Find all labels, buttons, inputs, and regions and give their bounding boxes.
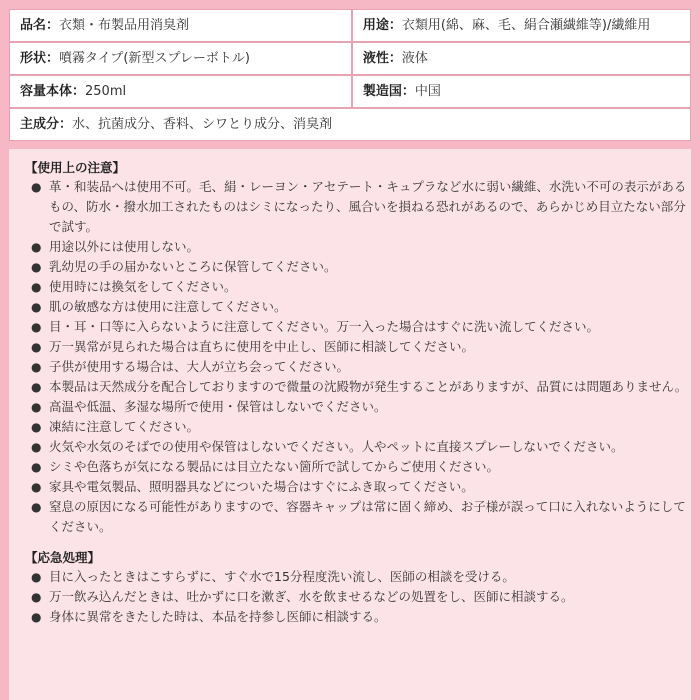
bullet-icon: ● [31,320,42,334]
list-item [25,177,691,237]
list-item [25,457,691,477]
caution-text: 家具や電気製品、照明器具などについた場合はすぐにふき取ってください。 [49,479,474,494]
list-item [25,397,691,417]
first-aid-text: 身体に異常をきたした時は、本品を持参し医師に相談する。 [49,609,387,624]
spec-row [9,75,691,108]
caution-text: シミや色落ちが気になる製品には目立たない箇所で試してからご使用ください。 [49,459,500,474]
liquid-value: 液体 [401,51,428,66]
bullet-icon: ● [31,360,42,374]
list-item [25,567,691,587]
bullet-icon: ● [31,300,42,314]
form-cell [9,42,352,75]
origin-value: 中国 [414,84,441,99]
list-item [25,497,691,537]
volume-cell [9,75,352,108]
first-aid-list [25,567,691,627]
first-aid-text: 目に入ったときはこすらずに、すぐ水で15分程度洗い流し、医師の相談を受ける。 [49,569,515,584]
origin-cell [352,75,691,108]
bullet-icon: ● [31,590,42,604]
bullet-icon: ● [31,380,42,394]
caution-text: 凍結に注意してください。 [49,419,200,434]
list-item [25,377,691,397]
spec-row [9,108,691,141]
bullet-icon: ● [31,340,42,354]
ingredients-value: 水、抗菌成分、香料、シワとり成分、消臭剤 [72,117,333,132]
liquid-label: 液性： [362,51,402,66]
bullet-icon: ● [31,570,42,584]
list-item [25,297,691,317]
list-item [25,417,691,437]
list-item [25,317,691,337]
list-item [25,257,691,277]
list-item [25,477,691,497]
notes-panel [9,149,691,700]
caution-text: 窒息の原因になる可能性がありますので、容器キャップは常に固く締め、お子様が誤って口に入れないようにしてください。 [49,499,686,534]
bullet-icon: ● [31,460,42,474]
bullet-icon: ● [31,440,42,454]
usage-cell [352,9,691,42]
list-item [25,587,691,607]
first-aid-text: 万一飲み込んだときは、吐かずに口を漱ぎ、水を飲ませるなどの処置をし、医師に相談する。 [49,589,574,604]
caution-text: 革・和装品へは使用不可。毛、絹・レーヨン・アセテート・キュプラなど水に弱い繊維、水洗い不可の表示があるもの、防水・撥水加工されたものはシミになったり、風合いを損ねる恐れがあるので、あらかじめ目立たない部分で試す。 [49,179,687,234]
bullet-icon: ● [31,240,42,254]
bullet-icon: ● [31,400,42,414]
caution-text: 高温や低温、多湿な場所で使用・保管はしないでください。 [49,399,387,414]
spec-row [9,9,691,42]
spec-table [9,9,691,141]
product-name-cell [9,9,352,42]
caution-text: 子供が使用する場合は、大人が立ち会ってください。 [49,359,350,374]
list-item [25,237,691,257]
cautions-title: 【使用上の注意】 [25,160,126,175]
product-name-value: 衣類・布製品用消臭剤 [59,18,190,33]
ingredients-cell [9,108,691,141]
caution-text: 用途以外には使用しない。 [49,239,200,254]
caution-text: 肌の敏感な方は使用に注意してください。 [49,299,287,314]
list-item [25,607,691,627]
bullet-icon: ● [31,260,42,274]
bullet-icon: ● [31,480,42,494]
caution-text: 火気や水気のそばでの使用や保管はしないでください。人やペットに直接スプレーしないでください。 [49,439,624,454]
volume-value: 250ml [85,84,127,99]
bullet-icon: ● [31,500,42,514]
bullet-icon: ● [31,280,42,294]
form-value: 噴霧タイプ(新型スプレーボトル) [59,51,250,66]
first-aid-title: 【応急処理】 [25,550,101,565]
bullet-icon: ● [31,610,42,624]
spec-row [9,42,691,75]
list-item [25,337,691,357]
usage-value: 衣類用(綿、麻、毛、絹合瀬繊維等)/繊維用 [401,18,651,33]
liquid-cell [352,42,691,75]
form-label: 形状： [20,51,60,66]
bullet-icon: ● [31,420,42,434]
usage-label: 用途： [362,18,402,33]
bullet-icon: ● [31,180,42,194]
caution-text: 乳幼児の手の届かないところに保管してください。 [49,259,337,274]
caution-text: 本製品は天然成分を配合しておりますので微量の沈殿物が発生することがありますが、品質には問題ありません。 [49,379,688,394]
section-gap [25,537,691,548]
volume-label: 容量本体： [20,84,86,99]
caution-text: 使用時には換気をしてください。 [49,279,237,294]
ingredients-label: 主成分： [20,117,73,132]
list-item [25,277,691,297]
caution-text: 目・耳・口等に入らないように注意してください。万一入った場合はすぐに洗い流してください。 [49,319,600,334]
caution-text: 万一異常が見られた場合は直ちに使用を中止し、医師に相談してください。 [49,339,475,354]
cautions-list [25,177,691,537]
product-name-label: 品名： [20,18,60,33]
list-item [25,357,691,377]
list-item [25,437,691,457]
origin-label: 製造国： [362,84,415,99]
